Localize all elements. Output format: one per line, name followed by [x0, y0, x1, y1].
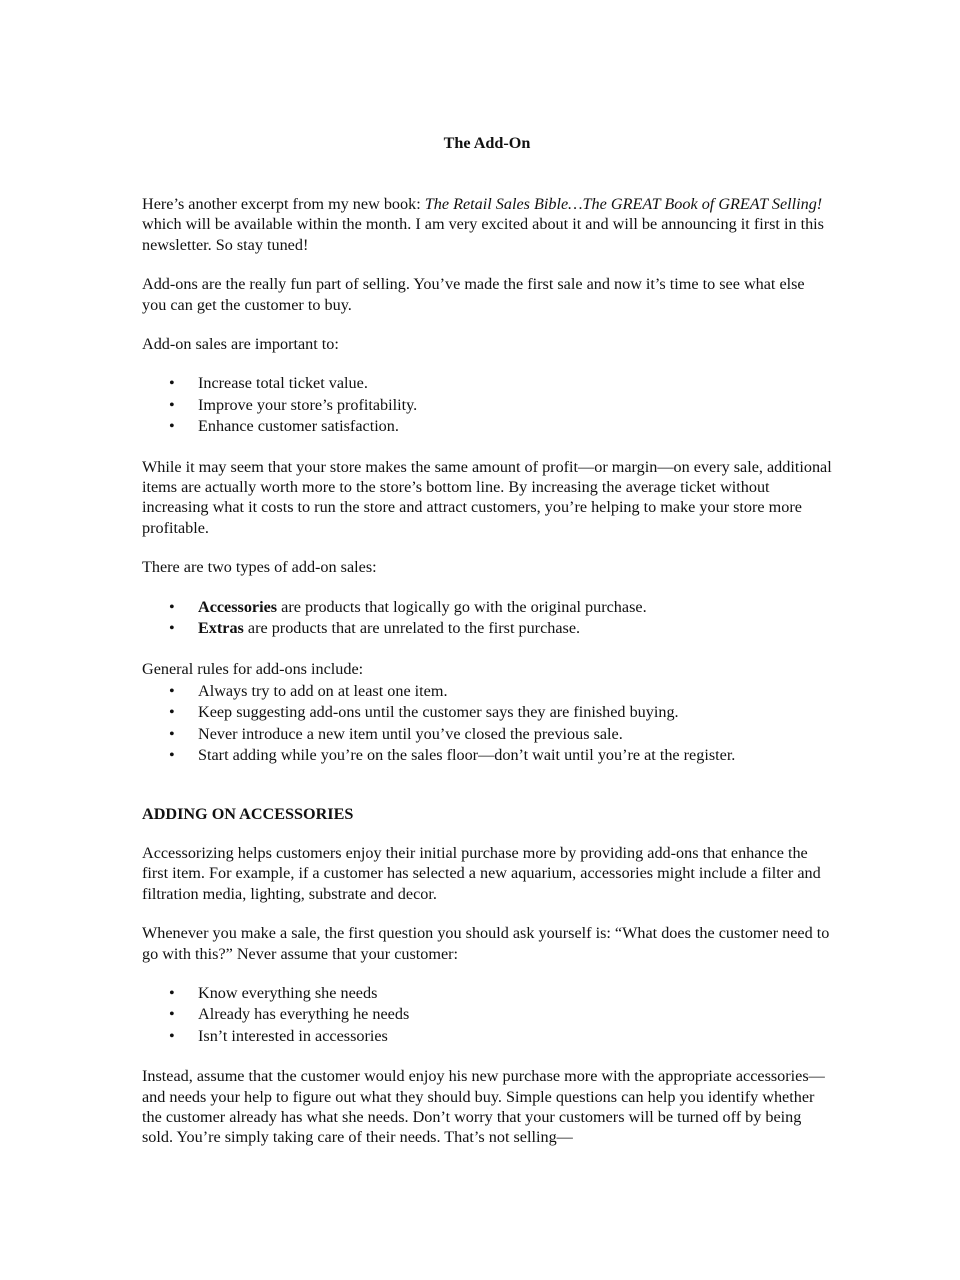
document-page [142, 130, 832, 1167]
section-heading: ADDING ON ACCESSORIES [142, 804, 354, 823]
bullet-icon: • [169, 597, 175, 616]
bullet-icon: • [169, 395, 175, 414]
bullet-icon: • [169, 417, 175, 436]
type-desc: are products that logically go with the original purchase. [277, 597, 647, 616]
bullet-icon: • [169, 1005, 175, 1024]
accessorizing-paragraph: Accessorizing helps customers enjoy their initial purchase more by providing add-ons that enhance the first item. For example, if a customer has selected a new aquarium, accessories might include a filter and filtration media, lighting, substrate and decor. [142, 843, 821, 903]
rules-list [142, 681, 832, 766]
instead-paragraph: Instead, assume that the customer would enjoy his new purchase more with the appropriate accessories—and needs your help to figure out what they should buy. Simple questions can help you identify whether the customer already has what she needs. Don’t worry that your customers will be turned off by being sold. You’re simply taking care of their needs. That’s not selling— [142, 1067, 825, 1147]
list-item: • Already has everything he needs [169, 1005, 410, 1024]
type-term: Extras [198, 619, 244, 638]
list-item: • Always try to add on at least one item. [169, 681, 448, 700]
type-term: Accessories [198, 597, 278, 616]
book-title: The Retail Sales Bible…The GREAT Book of GREAT Selling! [424, 195, 823, 213]
bullet-icon: • [169, 1026, 175, 1045]
document-title: The Add-On [443, 134, 531, 152]
types-intro: There are two types of add-on sales: [142, 558, 377, 577]
bullet-icon: • [169, 681, 175, 700]
important-intro: Add-on sales are important to: [142, 335, 339, 354]
list-item: • Keep suggesting add-ons until the customer says they are finished buying. [169, 703, 679, 722]
bullet-icon: • [169, 983, 175, 1002]
list-item: • Know everything she needs [169, 983, 378, 1002]
bullet-icon: • [169, 746, 175, 765]
list-item: • Improve your store’s profitability. [169, 395, 418, 414]
bullet-icon: • [169, 724, 175, 743]
list-item: • Never introduce a new item until you’ve closed the previous sale. [169, 724, 623, 743]
list-item: • Enhance customer satisfaction. [169, 417, 399, 436]
bullet-icon: • [169, 703, 175, 722]
intro-text-start: Here’s another excerpt from my new book: [142, 195, 425, 213]
important-list [142, 373, 832, 436]
list-item: • Increase total ticket value. [169, 374, 368, 393]
list-item: • Isn’t interested in accessories [169, 1026, 388, 1045]
intro-text-end: which will be available within the month. I am very excited about it and will be announcing it first in this newsletter. So stay tuned! [142, 215, 824, 254]
list-item: • Start adding while you’re on the sales floor—don’t wait until you’re at the register. [169, 746, 736, 765]
types-list [142, 597, 832, 639]
list-item [142, 597, 832, 617]
list-item [142, 618, 832, 638]
whenever-paragraph: Whenever you make a sale, the first question you should ask yourself is: “What does the customer need to go with this?” Never assume that your customer: [142, 924, 830, 963]
fun-paragraph: Add-ons are the really fun part of selling. You’ve made the first sale and now it’s time to see what else you can get the customer to buy. [142, 275, 805, 314]
assume-list [142, 983, 832, 1046]
profit-paragraph: While it may seem that your store makes the same amount of profit—or margin—on every sale, additional items are actually worth more to the store’s bottom line. By increasing the average ticket without increasing what it costs to run the store and attract customers, you’re helping to make your store more profitable. [142, 457, 832, 537]
rules-intro: General rules for add-ons include: [142, 659, 364, 678]
type-desc: are products that are unrelated to the first purchase. [243, 619, 581, 638]
bullet-icon: • [169, 619, 175, 638]
intro-paragraph [142, 194, 832, 255]
bullet-icon: • [169, 374, 175, 393]
